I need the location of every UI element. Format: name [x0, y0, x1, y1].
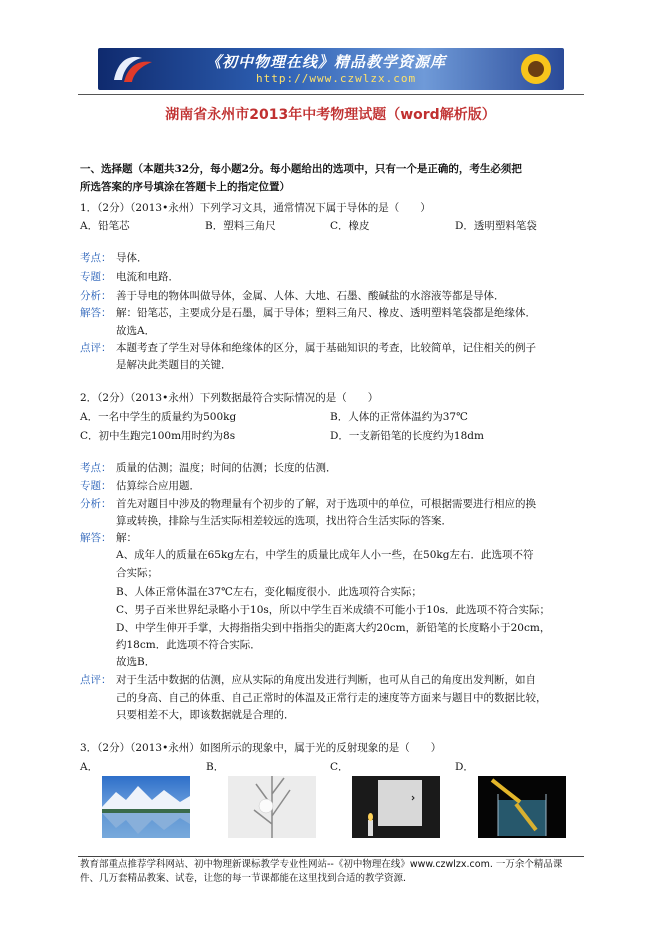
q1-zhuanti: 电流和电路． — [116, 271, 179, 283]
q2-dianping-label: 点评： — [80, 674, 112, 686]
banner-title: 《初中物理在线》精品教学资源库 — [206, 53, 447, 71]
q2-stem: 2．（2分）（2013•永州）下列数据最符合实际情况的是（ ） — [80, 392, 379, 404]
q3-option-d: D． — [455, 761, 474, 773]
sunflower-icon — [516, 50, 556, 88]
q1-option-a: A．铅笔芯 — [80, 220, 130, 232]
q1-option-d: D．透明塑料笔袋 — [455, 220, 537, 232]
q1-dianping-line1: 本题考查了学生对导体和绝缘体的区分，属于基础知识的考查，比较简单，记住相关的例子 — [116, 342, 536, 354]
q2-answer-d-line1: D、中学生伸开手掌，大拇指指尖到中指指尖的距离大约20cm，新铅笔的长度略小于20cm， — [116, 622, 551, 634]
q2-answer-a-line1: A、成年人的质量在65kg左右，中学生的质量比成年人小一些，在50kg左右．此选项不符 — [116, 549, 534, 561]
q2-kaodian-label: 考点： — [80, 462, 112, 474]
section-heading-line2: 所选答案的序号填涂在答题卡上的指定位置） — [80, 181, 290, 193]
q2-zhuanti-label: 专题： — [80, 480, 112, 492]
q3-image-d-pencil-in-water — [478, 776, 566, 838]
q2-dianping-line3: 只要相差不大，即该数据就是合理的． — [116, 709, 295, 721]
footer-divider — [78, 856, 584, 857]
q2-answer-c: C、男子百米世界纪录略小于10s，所以中学生百米成绩不可能小于10s．此选项不符合实际； — [116, 604, 551, 616]
q2-dianping-line1: 对于生活中数据的估测，应从实际的角度出发进行判断，也可从自己的角度出发判断，如自 — [116, 674, 536, 686]
q1-choice: 故选A． — [116, 325, 156, 337]
q2-choice: 故选B． — [116, 656, 156, 668]
q2-option-c: C．初中生跑完100m用时约为8s — [80, 430, 236, 442]
q2-dianping-line2: 己的身高、自己的体重、自己正常时的体温及正常行走的速度等方面来与题目中的数据比较， — [116, 692, 547, 704]
q1-dianping-label: 点评： — [80, 342, 112, 354]
q1-jieda: 解：铅笔芯，主要成分是石墨，属于导体；塑料三角尺、橡皮、透明塑料笔袋都是绝缘体． — [116, 307, 536, 319]
q3-image-c-candle-screen — [352, 776, 440, 838]
q2-option-d: D．一支新铅笔的长度约为18dm — [330, 430, 484, 442]
q2-answer-a-line2: 合实际； — [116, 567, 158, 579]
q1-option-b: B．塑料三角尺 — [205, 220, 276, 232]
header-divider — [78, 94, 584, 95]
footer-line1: 教育部重点推荐学科网站、初中物理新课标教学专业性网站--《初中物理在线》www.czwlzx.com. 一万余个精品课 — [80, 859, 563, 870]
q3-stem: 3．（2分）（2013•永州）如图所示的现象中，属于光的反射现象的是（ ） — [80, 742, 442, 754]
q1-jieda-label: 解答： — [80, 307, 112, 319]
q1-zhuanti-label: 专题： — [80, 271, 112, 283]
q1-kaodian: 导体． — [116, 252, 148, 264]
q1-option-c: C．橡皮 — [330, 220, 370, 232]
section-heading-line1: 一、选择题（本题共32分，每小题2分。每小题给出的选项中，只有一个是正确的，考生必须把 — [80, 163, 522, 175]
q2-option-b: B．人体的正常体温约为37℃ — [330, 411, 468, 423]
q2-jieda: 解： — [116, 532, 137, 544]
q2-kaodian: 质量的估测；温度；时间的估测；长度的估测． — [116, 462, 337, 474]
q2-fenxi-label: 分析： — [80, 498, 112, 510]
q3-option-c: C． — [330, 761, 349, 773]
q2-option-a: A．一名中学生的质量约为500kg — [80, 411, 237, 423]
q3-image-a-mountain-lake — [102, 776, 190, 838]
q1-kaodian-label: 考点： — [80, 252, 112, 264]
header-banner — [98, 48, 564, 90]
site-logo-icon — [108, 52, 156, 86]
q2-answer-d-line2: 约18cm．此选项不符合实际． — [116, 639, 261, 651]
document-title: 湖南省永州市2013年中考物理试题（word解析版） — [165, 107, 496, 123]
q3-option-b: B． — [206, 761, 225, 773]
q1-fenxi-label: 分析： — [80, 290, 112, 302]
q3-image-b-branch-shadow — [228, 776, 316, 838]
q2-zhuanti: 估算综合应用题． — [116, 480, 200, 492]
q1-dianping-line2: 是解决此类题目的关键． — [116, 359, 232, 371]
q2-answer-b: B、人体正常体温在37℃左右，变化幅度很小．此选项符合实际； — [116, 586, 422, 598]
banner-url: http://www.czwlzx.com — [256, 72, 417, 85]
q2-fenxi-line1: 首先对题目中涉及的物理量有个初步的了解，对于选项中的单位，可根据需要进行相应的换 — [116, 498, 536, 510]
q1-fenxi: 善于导电的物体叫做导体，金属、人体、大地、石墨、酸碱盐的水溶液等都是导体． — [116, 290, 505, 302]
q2-fenxi-line2: 算或转换，排除与生活实际相差较远的选项，找出符合生活实际的答案． — [116, 515, 452, 527]
q3-option-a: A． — [80, 761, 99, 773]
q2-jieda-label: 解答： — [80, 532, 112, 544]
q1-stem: 1．（2分）（2013•永州）下列学习文具，通常情况下属于导体的是（ ） — [80, 202, 431, 214]
footer-line2: 件、几万套精品教案、试卷，让您的每一节课都能在这里找到合适的教学资源． — [80, 873, 413, 884]
